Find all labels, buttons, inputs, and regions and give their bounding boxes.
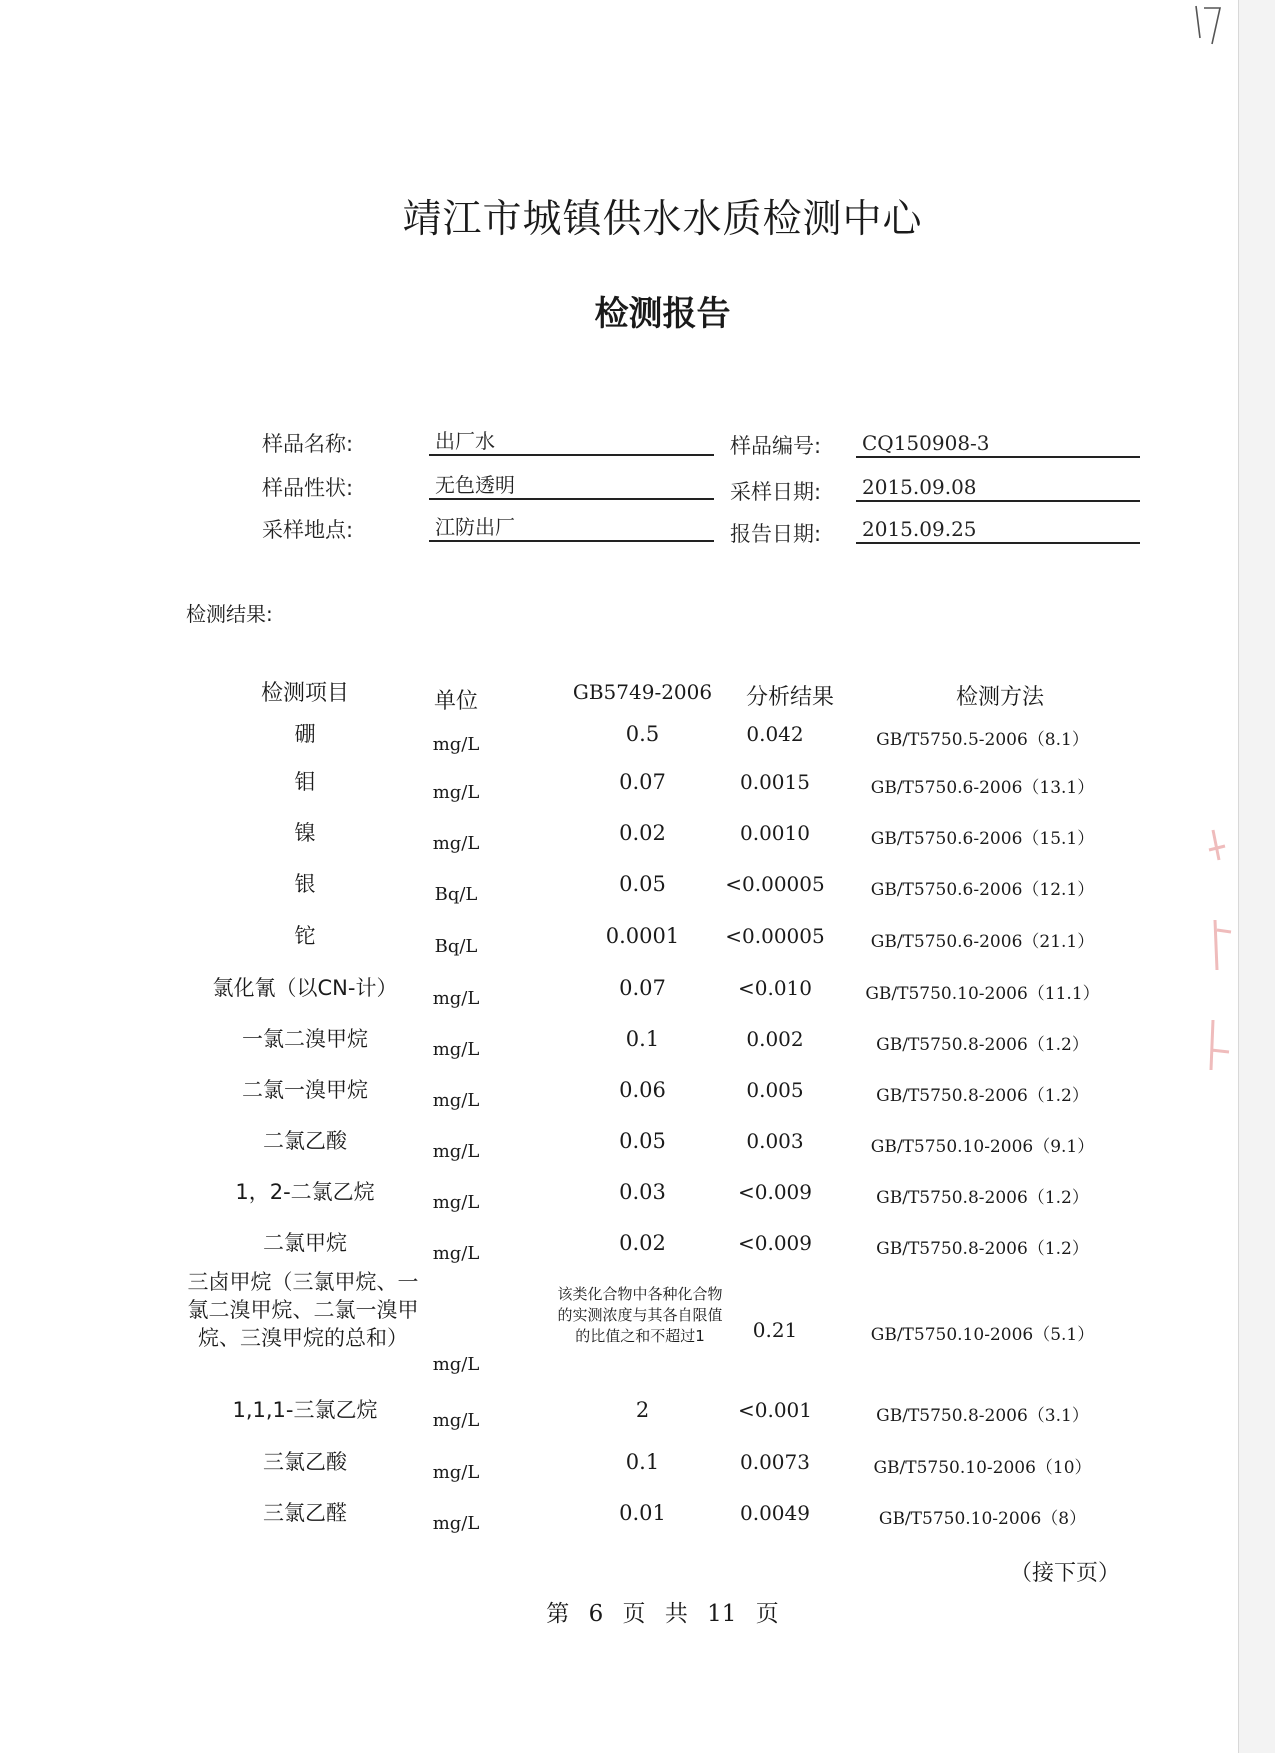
item-standard: 0.01	[619, 1501, 666, 1525]
item-method: GB/T5750.6-2006（21.1）	[870, 932, 1095, 952]
table-row	[0, 1497, 1238, 1549]
report-date-label: 报告日期:	[730, 522, 822, 546]
item-standard: 0.05	[619, 872, 666, 896]
report-date-value: 2015.09.25	[856, 516, 1140, 544]
item-result: 0.21	[752, 1318, 798, 1342]
item-name: 二氯乙酸	[263, 1129, 347, 1153]
sampling-location-value: 江防出厂	[429, 514, 714, 542]
item-standard: 0.07	[619, 770, 666, 794]
item-standard: 0.02	[619, 1231, 666, 1255]
item-standard: 0.06	[619, 1078, 666, 1102]
item-standard: 0.07	[619, 976, 666, 1000]
item-standard: 0.02	[619, 821, 666, 845]
sample-name-value: 出厂水	[429, 428, 714, 456]
table-row	[0, 1446, 1238, 1498]
item-unit: mg/L	[432, 1090, 480, 1111]
item-unit: mg/L	[432, 833, 480, 854]
column-header-standard: GB5749-2006	[572, 680, 713, 704]
item-method: GB/T5750.6-2006（13.1）	[870, 778, 1095, 798]
item-result: 0.042	[746, 722, 804, 746]
item-unit: Bq/L	[434, 884, 478, 905]
table-row	[0, 1125, 1238, 1177]
table-row	[0, 972, 1238, 1024]
item-name: 铊	[294, 924, 316, 948]
item-unit: Bq/L	[434, 936, 478, 957]
table-row	[0, 868, 1238, 920]
item-unit: mg/L	[432, 1192, 480, 1213]
sampling-location-label: 采样地点:	[262, 518, 354, 542]
item-method: GB/T5750.10-2006（9.1）	[870, 1137, 1095, 1157]
item-name: 三氯乙酸	[263, 1450, 347, 1474]
item-name: 硼	[294, 722, 316, 746]
item-result: 0.002	[746, 1027, 804, 1051]
item-result: 0.0010	[740, 821, 810, 845]
item-standard: 0.1	[625, 1450, 660, 1474]
column-header-item: 检测项目	[260, 681, 349, 706]
item-method: GB/T5750.10-2006（10）	[873, 1458, 1092, 1478]
item-result: 0.0049	[740, 1501, 810, 1525]
item-unit: mg/L	[432, 988, 480, 1009]
continue-note: （接下页）	[1010, 1561, 1121, 1586]
column-header-result: 分析结果	[745, 685, 834, 710]
item-method: GB/T5750.5-2006（8.1）	[876, 730, 1089, 750]
item-result: <0.001	[737, 1398, 812, 1422]
table-row	[0, 1176, 1238, 1228]
item-standard: 2	[635, 1398, 650, 1422]
item-method: GB/T5750.8-2006（1.2）	[876, 1239, 1089, 1259]
item-result: <0.010	[737, 976, 812, 1000]
item-unit: mg/L	[432, 1243, 480, 1264]
table-row	[0, 1394, 1238, 1446]
item-method: GB/T5750.6-2006（12.1）	[870, 880, 1095, 900]
item-name: 二氯甲烷	[263, 1231, 347, 1255]
item-name: 一氯二溴甲烷	[242, 1027, 368, 1051]
item-method: GB/T5750.10-2006（5.1）	[870, 1325, 1095, 1345]
sample-property-value: 无色透明	[429, 472, 714, 500]
item-name: 氯化氰（以CN-计）	[212, 976, 398, 1000]
item-unit: mg/L	[432, 1039, 480, 1060]
item-result: 0.0015	[740, 770, 810, 794]
item-result: <0.009	[737, 1231, 812, 1255]
item-result: 0.0073	[740, 1450, 810, 1474]
table-row	[0, 817, 1238, 869]
item-method: GB/T5750.10-2006（11.1）	[865, 984, 1100, 1004]
table-row	[0, 920, 1238, 972]
item-method: GB/T5750.8-2006（1.2）	[876, 1086, 1089, 1106]
report-title: 检测报告	[594, 294, 731, 334]
item-unit: mg/L	[432, 1354, 480, 1375]
item-name: 三氯乙醛	[263, 1501, 347, 1525]
item-name: 银	[294, 872, 316, 896]
item-unit: mg/L	[432, 1410, 480, 1431]
table-row	[0, 766, 1238, 818]
item-unit: mg/L	[432, 782, 480, 803]
results-section-label: 检测结果:	[186, 602, 273, 626]
sample-number-value: CQ150908-3	[856, 430, 1140, 458]
table-row	[0, 1074, 1238, 1126]
item-name: 三卤甲烷（三氯甲烷、一氯二溴甲烷、二氯一溴甲烷、三溴甲烷的总和）	[187, 1270, 419, 1350]
item-name: 镍	[294, 821, 316, 845]
sample-property-label: 样品性状:	[262, 476, 354, 500]
item-standard: 0.0001	[605, 924, 680, 948]
handwritten-page-mark	[1190, 0, 1230, 50]
sample-number-label: 样品编号:	[730, 434, 822, 458]
item-unit: mg/L	[432, 734, 480, 755]
item-unit: mg/L	[432, 1462, 480, 1483]
item-standard: 0.05	[619, 1129, 666, 1153]
column-header-method: 检测方法	[955, 685, 1044, 710]
item-method: GB/T5750.6-2006（15.1）	[870, 829, 1095, 849]
table-row	[0, 718, 1238, 770]
page-number-footer: 第 6 页 共 11 页	[546, 1601, 779, 1627]
item-name: 二氯一溴甲烷	[242, 1078, 368, 1102]
item-result: <0.009	[737, 1180, 812, 1204]
item-standard: 0.03	[619, 1180, 666, 1204]
item-result: <0.00005	[725, 872, 825, 896]
item-unit: mg/L	[432, 1513, 480, 1534]
item-name: 1，2-二氯乙烷	[235, 1180, 375, 1204]
org-title: 靖江市城镇供水水质检测中心	[402, 197, 923, 242]
sampling-date-value: 2015.09.08	[856, 474, 1140, 502]
item-unit: mg/L	[432, 1141, 480, 1162]
item-standard: 0.5	[625, 722, 660, 746]
sampling-date-label: 采样日期:	[730, 480, 822, 504]
item-method: GB/T5750.8-2006（3.1）	[876, 1406, 1089, 1426]
column-header-unit: 单位	[433, 689, 478, 714]
item-method: GB/T5750.8-2006（1.2）	[876, 1035, 1089, 1055]
item-method: GB/T5750.8-2006（1.2）	[876, 1188, 1089, 1208]
item-result: <0.00005	[725, 924, 825, 948]
item-result: 0.005	[746, 1078, 804, 1102]
item-standard: 该类化合物中各种化合物的实测浓度与其各自限值的比值之和不超过1	[557, 1285, 723, 1345]
item-method: GB/T5750.10-2006（8）	[878, 1509, 1087, 1529]
table-row	[0, 1268, 1238, 1380]
item-result: 0.003	[746, 1129, 804, 1153]
table-row	[0, 1023, 1238, 1075]
item-name: 1,1,1-三氯乙烷	[232, 1398, 378, 1422]
sample-name-label: 样品名称:	[262, 432, 354, 456]
item-standard: 0.1	[625, 1027, 660, 1051]
item-name: 钼	[294, 770, 316, 794]
